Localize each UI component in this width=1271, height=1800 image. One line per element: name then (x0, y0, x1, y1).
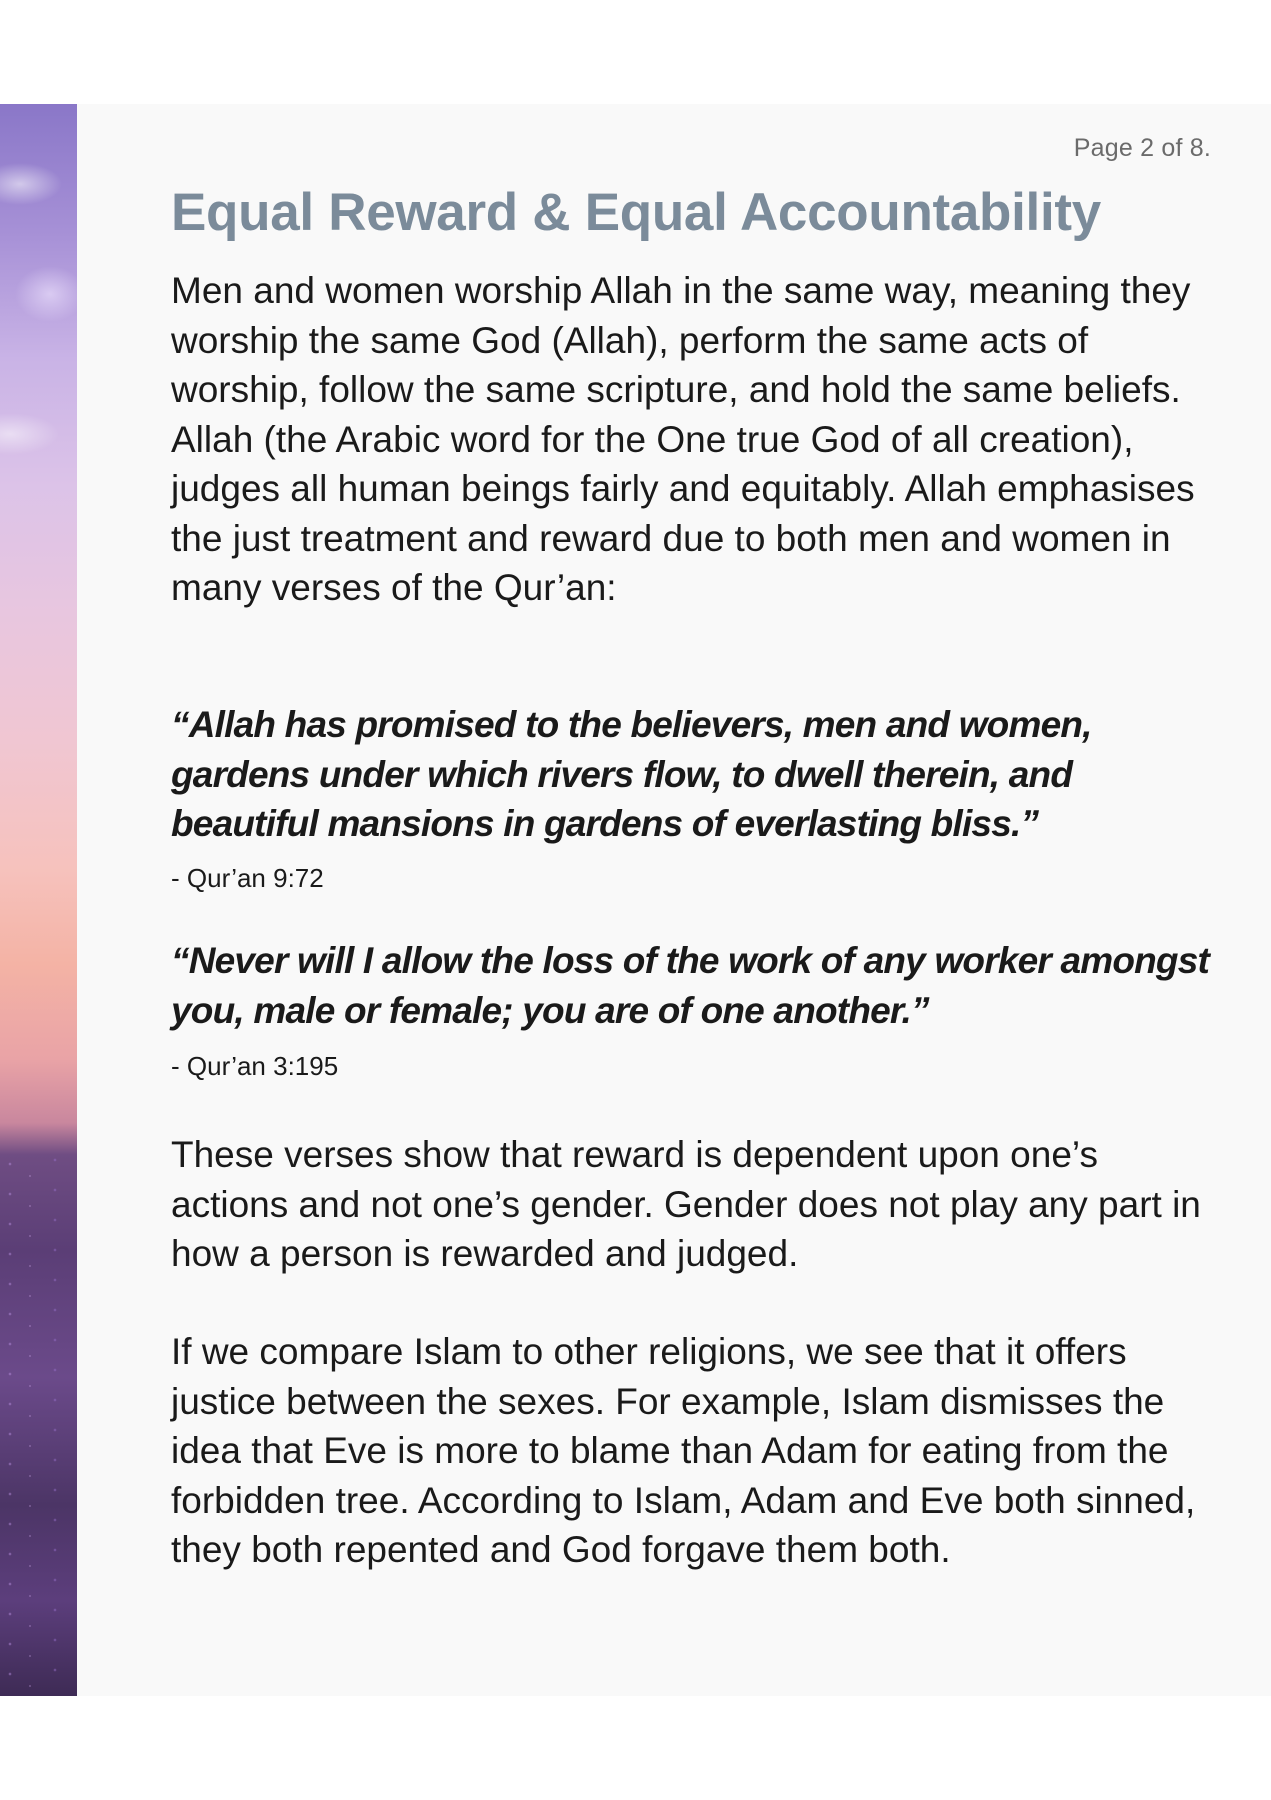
body-paragraph: These verses show that reward is dependent upon one’s actions and not one’s gender. Gender does not play any part in how a person is rewarded and judged. (171, 1134, 1201, 1274)
quote-text: “Allah has promised to the believers, men and women, gardens under which rivers flow, to dwell therein, and beautiful mansions in gardens of everlasting bliss.” (171, 704, 1092, 844)
page-title: Equal Reward & Equal Accountability (171, 183, 1101, 242)
intro-paragraph: Men and women worship Allah in the same way, meaning they worship the same God (Allah), perform the same acts of worship, follow the same scripture, and hold the same beliefs. Allah (the Arabic word for the One true God of all creation), judges all human beings fairly and equitably. Allah emphasises the just treatment and reward due to both men and women in many verses of the Qur’an: (171, 270, 1195, 608)
lavender-field-image (0, 104, 77, 1696)
content-panel (77, 104, 1271, 1696)
quote-citation: - Qur’an 3:195 (171, 1051, 339, 1081)
page-indicator: Page 2 of 8. (1073, 134, 1211, 162)
quote-text: “Never will I allow the loss of the work of any worker amongst you, male or female; you are of one another.” (171, 940, 1210, 1031)
quote-citation: - Qur’an 9:72 (171, 863, 324, 893)
body-paragraph: If we compare Islam to other religions, we see that it offers justice between the sexes. For example, Islam dismisses the idea that Eve is more to blame than Adam for eating from the forbidden tree. According to Islam, Adam and Eve both sinned, they both repented and God forgave them both. (171, 1331, 1196, 1570)
